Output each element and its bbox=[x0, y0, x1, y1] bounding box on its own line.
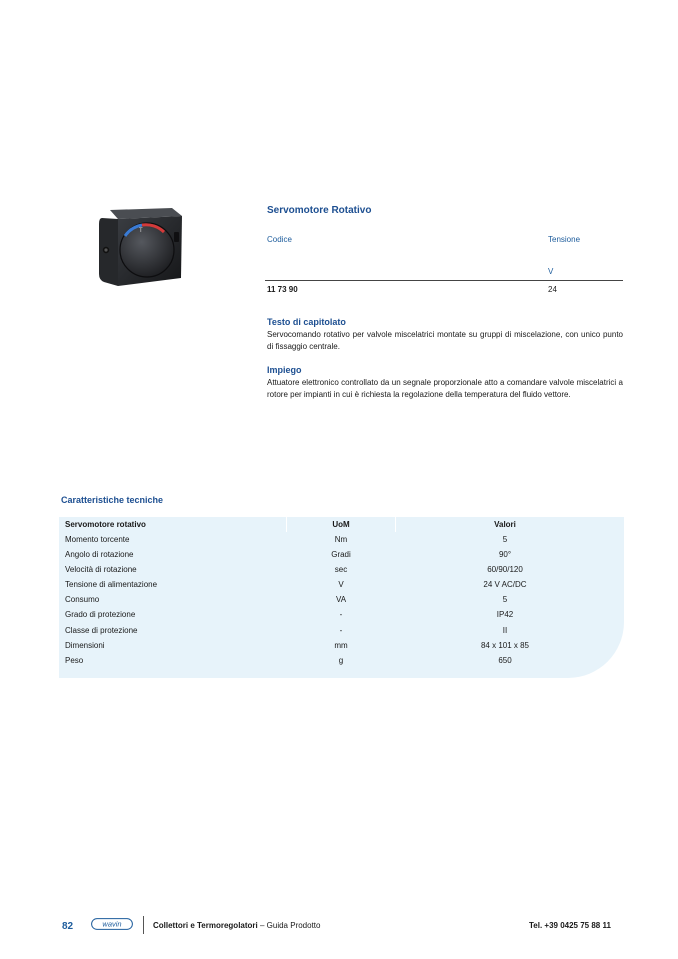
row-value: 90° bbox=[498, 550, 512, 560]
testo-capitolato-body: Servocomando rotativo per valvole miscelatrici montate su gruppi di miscelazione, con unico punto di fissaggio centrale. bbox=[267, 330, 623, 351]
product-code: 11 73 90 bbox=[267, 285, 298, 294]
row-label: Momento torcente bbox=[65, 535, 130, 544]
code-column-header: Codice bbox=[267, 235, 292, 244]
table-row bbox=[59, 532, 624, 547]
table-row bbox=[59, 577, 624, 592]
voltage-column-header: Tensione bbox=[548, 235, 581, 244]
row-uom: Nm bbox=[334, 535, 348, 544]
table-row bbox=[59, 653, 624, 668]
row-uom: V bbox=[338, 580, 344, 590]
row-uom: g bbox=[338, 655, 344, 665]
rotary-actuator-photo bbox=[92, 202, 186, 292]
row-uom: Gradi bbox=[331, 550, 351, 560]
product-title: Servomotore Rotativo bbox=[267, 205, 372, 216]
table-row bbox=[59, 638, 624, 653]
row-value: II bbox=[502, 625, 508, 635]
row-value: 24 V AC/DC bbox=[483, 580, 527, 590]
svg-text:T: T bbox=[139, 228, 143, 234]
row-label: Peso bbox=[65, 655, 84, 665]
footer-divider bbox=[143, 916, 144, 934]
row-label: Grado di protezione bbox=[65, 610, 136, 620]
tech-specs-panel bbox=[59, 517, 624, 678]
row-uom: - bbox=[339, 625, 343, 635]
row-label: Dimensioni bbox=[65, 640, 105, 650]
tech-specs-header-row bbox=[59, 517, 624, 532]
header-cell-uom: UoM bbox=[332, 520, 350, 529]
svg-text:wavin: wavin bbox=[102, 919, 122, 929]
product-voltage: 24 bbox=[548, 285, 557, 294]
row-label: Consumo bbox=[65, 595, 100, 605]
row-uom: VA bbox=[335, 595, 347, 605]
tech-specs-table bbox=[59, 517, 624, 668]
row-label: Velocità di rotazione bbox=[65, 565, 137, 575]
row-uom: - bbox=[339, 610, 343, 620]
row-label: Classe di protezione bbox=[65, 625, 138, 635]
testo-capitolato-title: Testo di capitolato bbox=[267, 317, 346, 327]
row-value: IP42 bbox=[496, 610, 514, 620]
row-label: Angolo di rotazione bbox=[65, 550, 134, 560]
page-number: 82 bbox=[62, 921, 74, 932]
row-value: 5 bbox=[502, 535, 508, 544]
row-value: 84 x 101 x 85 bbox=[480, 640, 530, 650]
table-row bbox=[59, 607, 624, 622]
header-cell-values: Valori bbox=[494, 520, 516, 529]
footer-title-rest: – Guida Prodotto bbox=[257, 921, 321, 930]
row-label: Tensione di alimentazione bbox=[65, 580, 158, 590]
impiego-body: Attuatore elettronico controllato da un segnale proporzionale atto a comandare valvole miscelatrici a rotore per impianti in cui è richiesta la regolazione della temperatura del fluido vettore. bbox=[267, 378, 623, 399]
voltage-unit-label: V bbox=[548, 267, 554, 276]
row-uom: sec bbox=[334, 565, 348, 575]
tech-specs-title: Caratteristiche tecniche bbox=[61, 495, 164, 505]
header-cell-name: Servomotore rotativo bbox=[65, 520, 146, 529]
row-uom: mm bbox=[334, 640, 348, 650]
footer-title-bold: Collettori e Termoregolatori bbox=[153, 921, 258, 930]
row-value: 650 bbox=[498, 655, 512, 665]
table-row bbox=[59, 623, 624, 638]
table-row bbox=[59, 562, 624, 577]
table-row bbox=[59, 592, 624, 607]
row-value: 60/90/120 bbox=[487, 565, 523, 575]
header-divider bbox=[265, 280, 623, 281]
wavin-logo bbox=[91, 918, 133, 930]
impiego-title: Impiego bbox=[267, 365, 302, 375]
table-row bbox=[59, 547, 624, 562]
footer-doc-title bbox=[153, 921, 320, 930]
row-value: 5 bbox=[502, 595, 508, 605]
footer-phone: Tel. +39 0425 75 88 11 bbox=[529, 921, 611, 930]
